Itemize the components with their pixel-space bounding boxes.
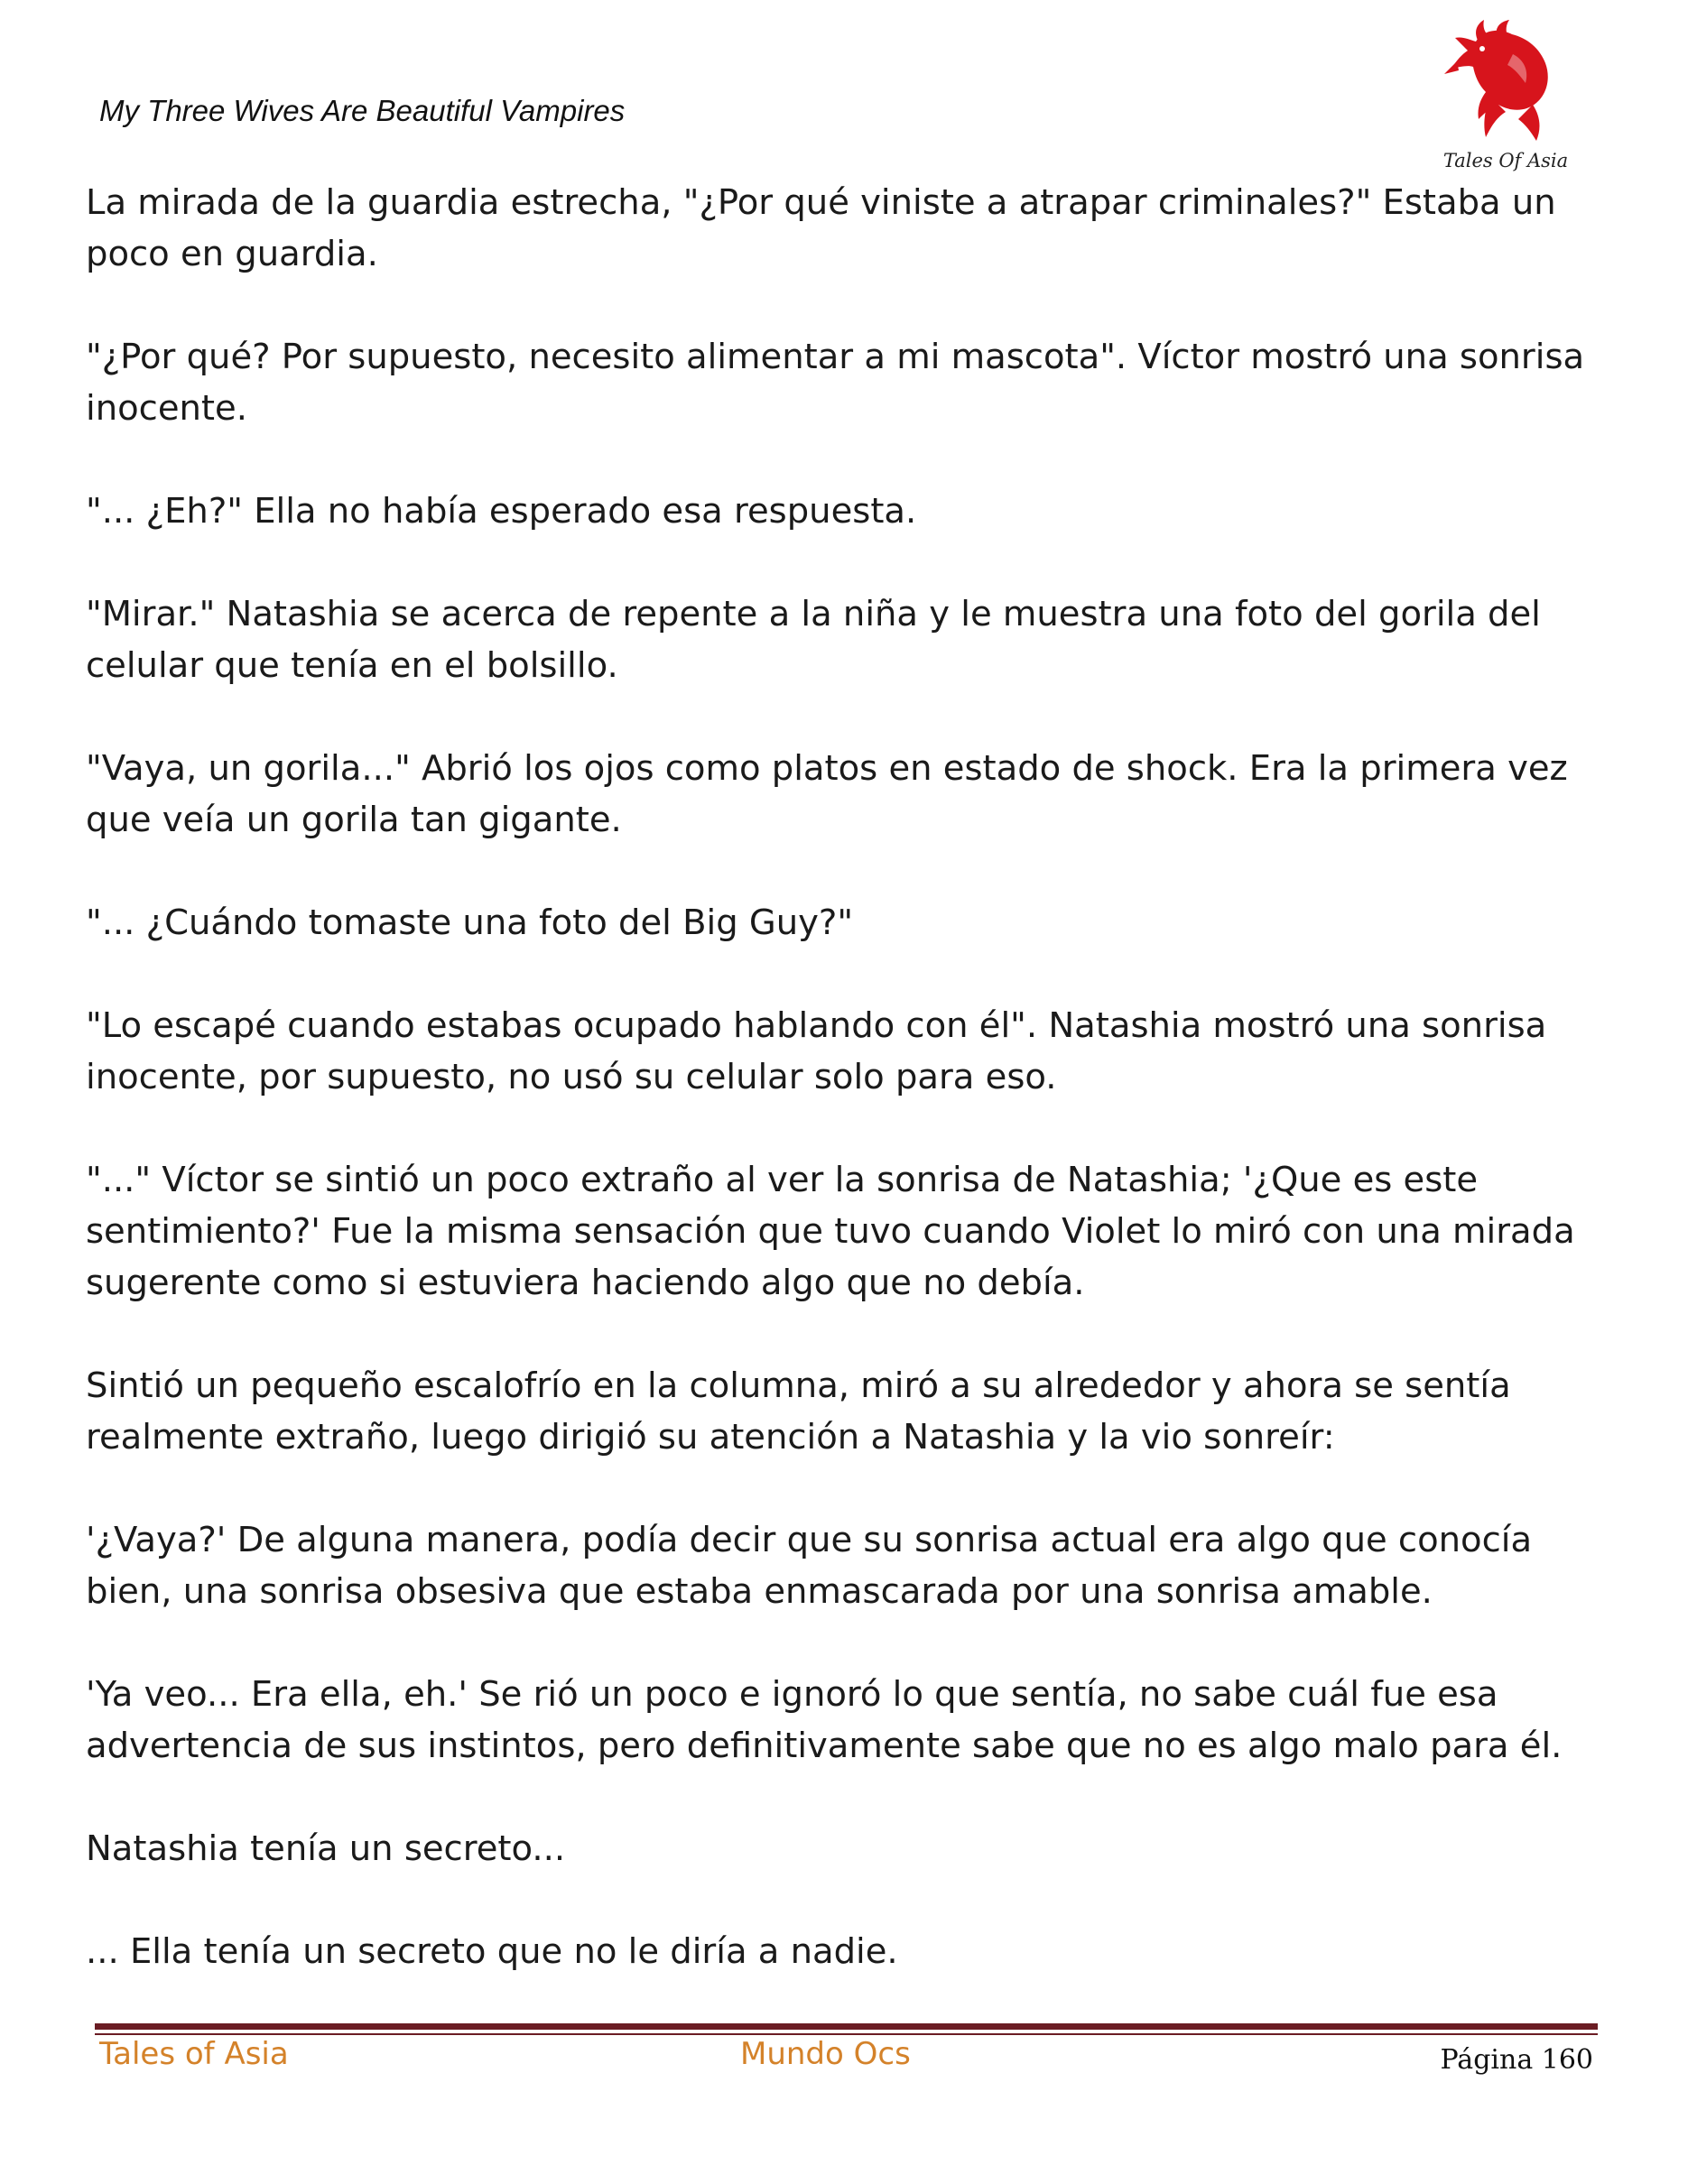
paragraph: Sintió un pequeño escalofrío en la columna, miró a su alrededor y ahora se sentía realmente extraño, luego dirigió su atención a Natashia y la vio sonreír: <box>86 1365 1511 1458</box>
paragraph: Natashia tenía un secreto... <box>86 1828 566 1869</box>
paragraph: '¿Vaya?' De alguna manera, podía decir que su sonrisa actual era algo que conocía bien, una sonrisa obsesiva que estaba enmascarada por una sonrisa amable. <box>86 1520 1533 1612</box>
dragon-icon <box>1426 18 1571 153</box>
paragraph: "Lo escapé cuando estabas ocupado hablando con él". Natashia mostró una sonrisa inocente, por supuesto, no usó su celular solo para eso. <box>86 1005 1547 1097</box>
paragraph: "... ¿Eh?" Ella no había esperado esa respuesta. <box>86 491 917 532</box>
footer-divider <box>95 2023 1598 2035</box>
logo-text: Tales Of Asia <box>1442 150 1569 171</box>
page-number: Página 160 <box>1440 2044 1593 2076</box>
paragraph: "..." Víctor se sintió un poco extraño al ver la sonrisa de Natashia; '¿Que es este sentimiento?' Fue la misma sensación que tuvo cuando Violet lo miró con una mirada sugerente como si estuviera haciendo algo que no debía. <box>86 1160 1575 1303</box>
paragraph: "Mirar." Natashia se acerca de repente a la niña y le muestra una foto del gorila del celular que tenía en el bolsillo. <box>86 594 1541 686</box>
paragraph: 'Ya veo... Era ella, eh.' Se rió un poco e ignoró lo que sentía, no sabe cuál fue esa advertencia de sus instintos, pero definitivamente sabe que no es algo malo para él. <box>86 1674 1563 1766</box>
footer-site-name: Tales of Asia <box>99 2036 289 2072</box>
footer-section-name: Mundo Ocs <box>740 2036 911 2072</box>
paragraph: "¿Por qué? Por supuesto, necesito alimentar a mi mascota". Víctor mostró una sonrisa inocente. <box>86 337 1585 429</box>
paragraph: "... ¿Cuándo tomaste una foto del Big Guy?" <box>86 902 854 943</box>
page-body <box>86 177 1620 2029</box>
paragraph: ... Ella tenía un secreto que no le diría a nadie. <box>86 1931 898 1972</box>
paragraph: La mirada de la guardia estrecha, "¿Por qué viniste a atrapar criminales?" Estaba un poco en guardia. <box>86 182 1556 274</box>
dragon-logo <box>1426 18 1571 180</box>
paragraph: "Vaya, un gorila..." Abrió los ojos como platos en estado de shock. Era la primera vez que veía un gorila tan gigante. <box>86 748 1568 840</box>
header-title: My Three Wives Are Beautiful Vampires <box>99 94 626 127</box>
